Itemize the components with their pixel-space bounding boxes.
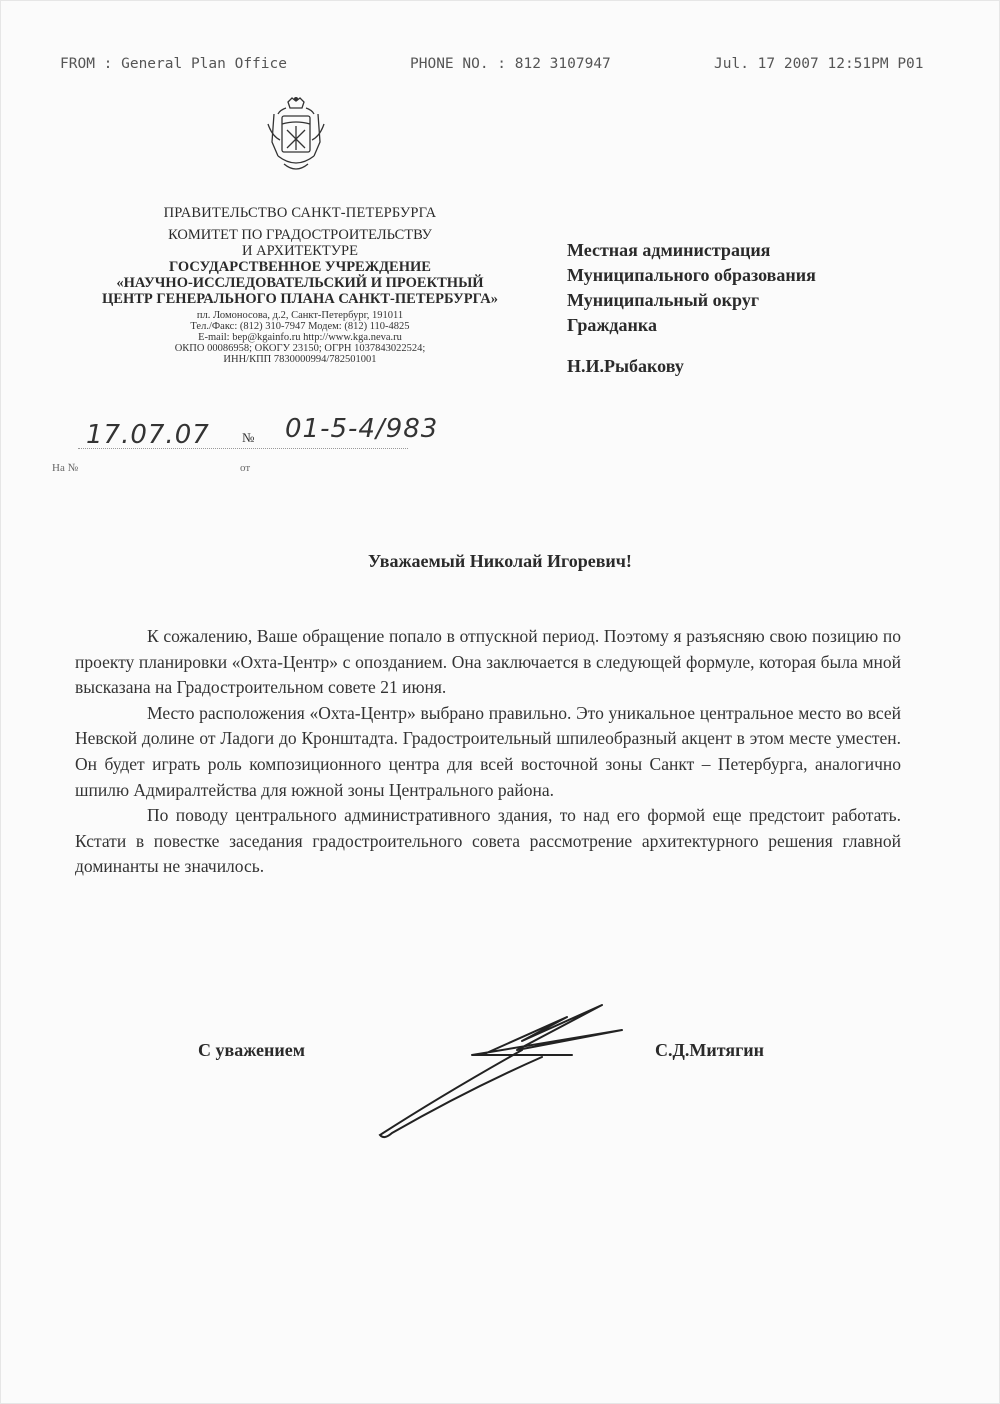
sender-institution-name: «НАУЧНО-ИССЛЕДОВАТЕЛЬСКИЙ И ПРОЕКТНЫЙ: [116, 275, 484, 291]
sender-committee-cont: И АРХИТЕКТУРЕ: [242, 243, 358, 259]
incoming-label: На №: [52, 462, 79, 474]
number-underline: [78, 448, 408, 449]
salutation: Уважаемый Николай Игоревич!: [368, 551, 632, 571]
recipient-line-4: Гражданка: [567, 315, 657, 335]
outgoing-date: 17.07.07: [86, 420, 210, 450]
number-label: №: [242, 430, 255, 445]
body-paragraph: Место расположения «Охта-Центр» выбрано правильно. Это уникальное центральное место во всей Невской долине от Ладоги до Кронштадта. Градостроительный шпилеобразный акцент в этом месте уместен. Он будет играть роль композиционного центра для всей восточной зоны Санкт – Петербурга, аналогично шпилю Адмиралтейства для южной зоны Центрального района.: [75, 702, 901, 800]
sender-inn: ИНН/КПП 7830000994/782501001: [223, 354, 377, 365]
sender-committee: КОМИТЕТ ПО ГРАДОСТРОИТЕЛЬСТВУ: [168, 227, 432, 243]
body-paragraph: По поводу центрального административного здания, то над его формой еще предстоит работать. Кстати в повестке заседания градостроительного совета рассмотрение архитектурного решения главной доминанты не значилось.: [75, 805, 901, 877]
recipient-line-3: Муниципальный округ: [567, 290, 759, 310]
sender-phone: Тел./Факс: (812) 310-7947 Модем: (812) 110-4825: [190, 321, 410, 332]
outgoing-reg-number: 01-5-4/983: [285, 414, 439, 444]
letter-body: [75, 624, 901, 880]
recipient-name: Н.И.Рыбакову: [567, 356, 684, 376]
signatory-name: С.Д.Митягин: [655, 1040, 765, 1060]
incoming-of-label: от: [240, 462, 251, 474]
fax-header: [0, 56, 1000, 80]
handwritten-signature: [372, 995, 672, 1145]
recipient-line-1: Местная администрация: [567, 240, 771, 260]
sender-web: E-mail: bep@kgainfo.ru http://www.kga.neva.ru: [198, 332, 402, 343]
sender-block: [50, 205, 550, 365]
fax-phone: PHONE NO. : 812 3107947: [410, 56, 611, 72]
body-paragraph: К сожалению, Ваше обращение попало в отпускной период. Поэтому я разъясняю свою позицию по проекту планировки «Охта-Центр» с опозданием. Она заключается в следующей формуле, которая была мной высказана на Градостроительном совете 21 июня.: [75, 626, 901, 698]
recipient-line-2: Муниципального образования: [567, 265, 816, 285]
fax-datetime: Jul. 17 2007 12:51PM P01: [714, 56, 924, 72]
sender-institution: ГОСУДАРСТВЕННОЕ УЧРЕЖДЕНИЕ: [169, 259, 431, 275]
recipient-block: [567, 238, 927, 379]
outgoing-number: [70, 414, 510, 458]
sender-institution-name-cont: ЦЕНТР ГЕНЕРАЛЬНОГО ПЛАНА САНКТ-ПЕТЕРБУРГА»: [102, 291, 498, 307]
incoming-reference: [52, 462, 251, 474]
closing-phrase: С уважением: [198, 1040, 306, 1060]
sender-government: ПРАВИТЕЛЬСТВО САНКТ-ПЕТЕРБУРГА: [163, 205, 437, 221]
fax-from: FROM : General Plan Office: [60, 56, 287, 72]
st-petersburg-coat-of-arms-icon: [262, 96, 330, 176]
sender-address: пл. Ломоносова, д.2, Санкт-Петербург, 191011: [196, 310, 404, 321]
sender-codes: ОКПО 00086958; ОКОГУ 23150; ОГРН 1037843022524;: [174, 343, 426, 354]
